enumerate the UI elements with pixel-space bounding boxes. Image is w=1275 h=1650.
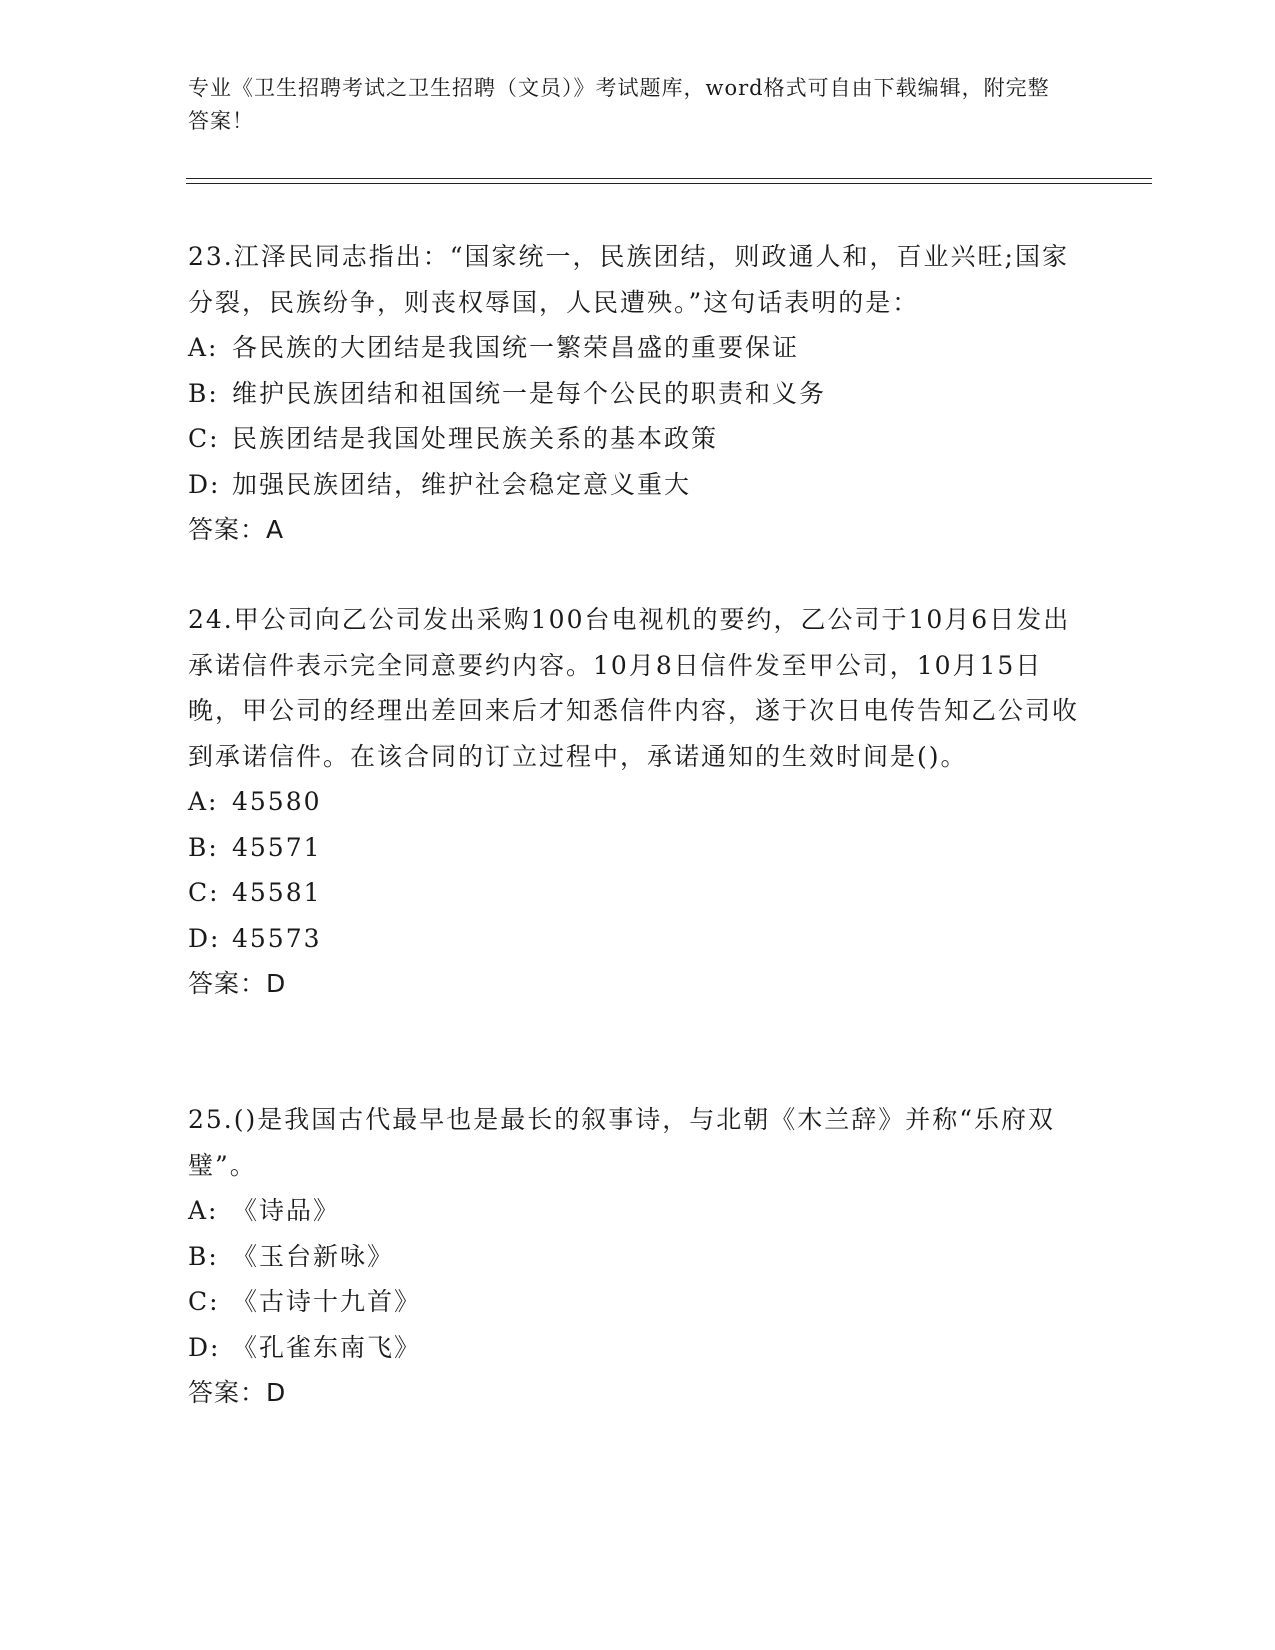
question-25 <box>188 1097 1088 1416</box>
answer-line: 答案：D <box>188 1378 287 1407</box>
option-text: 加强民族团结，维护社会稳定意义重大 <box>232 469 692 499</box>
document-header <box>188 72 1068 138</box>
option-text: 《孔雀东南飞》 <box>232 1332 422 1362</box>
answer-line: 答案：D <box>188 969 287 998</box>
option-c <box>188 416 1088 462</box>
option-d <box>188 916 1088 962</box>
header-divider-bottom <box>186 183 1152 184</box>
option-key: B: <box>188 378 219 408</box>
option-key: C: <box>188 1287 220 1316</box>
option-text: 各民族的大团结是我国统一繁荣昌盛的重要保证 <box>232 333 800 362</box>
answer-line: 答案：A <box>188 515 285 544</box>
question-stem: 25.()是我国古代最早也是最长的叙事诗，与北朝《木兰辞》并称“乐府双璧”。 <box>188 1105 1056 1180</box>
option-key: A: <box>188 333 219 362</box>
option-key: D: <box>188 923 221 953</box>
option-key: B: <box>188 832 219 862</box>
option-text: 45580 <box>232 787 322 816</box>
option-text: 《古诗十九首》 <box>232 1287 422 1316</box>
option-text: 45581 <box>232 878 322 907</box>
option-text: 45573 <box>232 923 322 953</box>
header-divider-top <box>186 178 1152 179</box>
option-c <box>188 1279 1088 1325</box>
option-text: 《玉台新咏》 <box>232 1241 395 1271</box>
option-text: 《诗品》 <box>232 1196 341 1225</box>
question-24 <box>188 597 1088 1007</box>
option-key: C: <box>188 424 220 453</box>
option-text: 民族团结是我国处理民族关系的基本政策 <box>232 424 719 453</box>
question-23 <box>188 234 1088 553</box>
header-text: 专业《卫生招聘考试之卫生招聘（文员）》考试题库，word格式可自由下载编辑，附完整答案！ <box>188 76 1050 133</box>
option-a <box>188 1188 1088 1234</box>
option-a <box>188 325 1088 371</box>
option-key: A: <box>188 787 219 816</box>
option-key: D: <box>188 1332 221 1362</box>
option-text: 45571 <box>232 832 322 862</box>
option-b <box>188 1234 1088 1280</box>
question-stem: 24.甲公司向乙公司发出采购100台电视机的要约，乙公司于10月6日发出承诺信件表示完全同意要约内容。10月8日信件发至甲公司，10月15日晚，甲公司的经理出差回来后才知悉信件内容，遂于次日电传告知乙公司收到承诺信件。在该合同的订立过程中，承诺通知的生效时间是()。 <box>188 605 1080 771</box>
option-key: D: <box>188 469 221 499</box>
question-stem: 23.江泽民同志指出：“国家统一，民族团结，则政通人和，百业兴旺;国家分裂，民族纷争，则丧权辱国，人民遭殃。”这句话表明的是： <box>188 242 1069 317</box>
option-a <box>188 779 1088 825</box>
option-b <box>188 371 1088 417</box>
option-d <box>188 462 1088 508</box>
option-c <box>188 870 1088 916</box>
option-text: 维护民族团结和祖国统一是每个公民的职责和义务 <box>232 378 827 408</box>
option-b <box>188 825 1088 871</box>
option-key: C: <box>188 878 220 907</box>
option-d <box>188 1325 1088 1371</box>
option-key: A: <box>188 1196 219 1225</box>
option-key: B: <box>188 1241 219 1271</box>
